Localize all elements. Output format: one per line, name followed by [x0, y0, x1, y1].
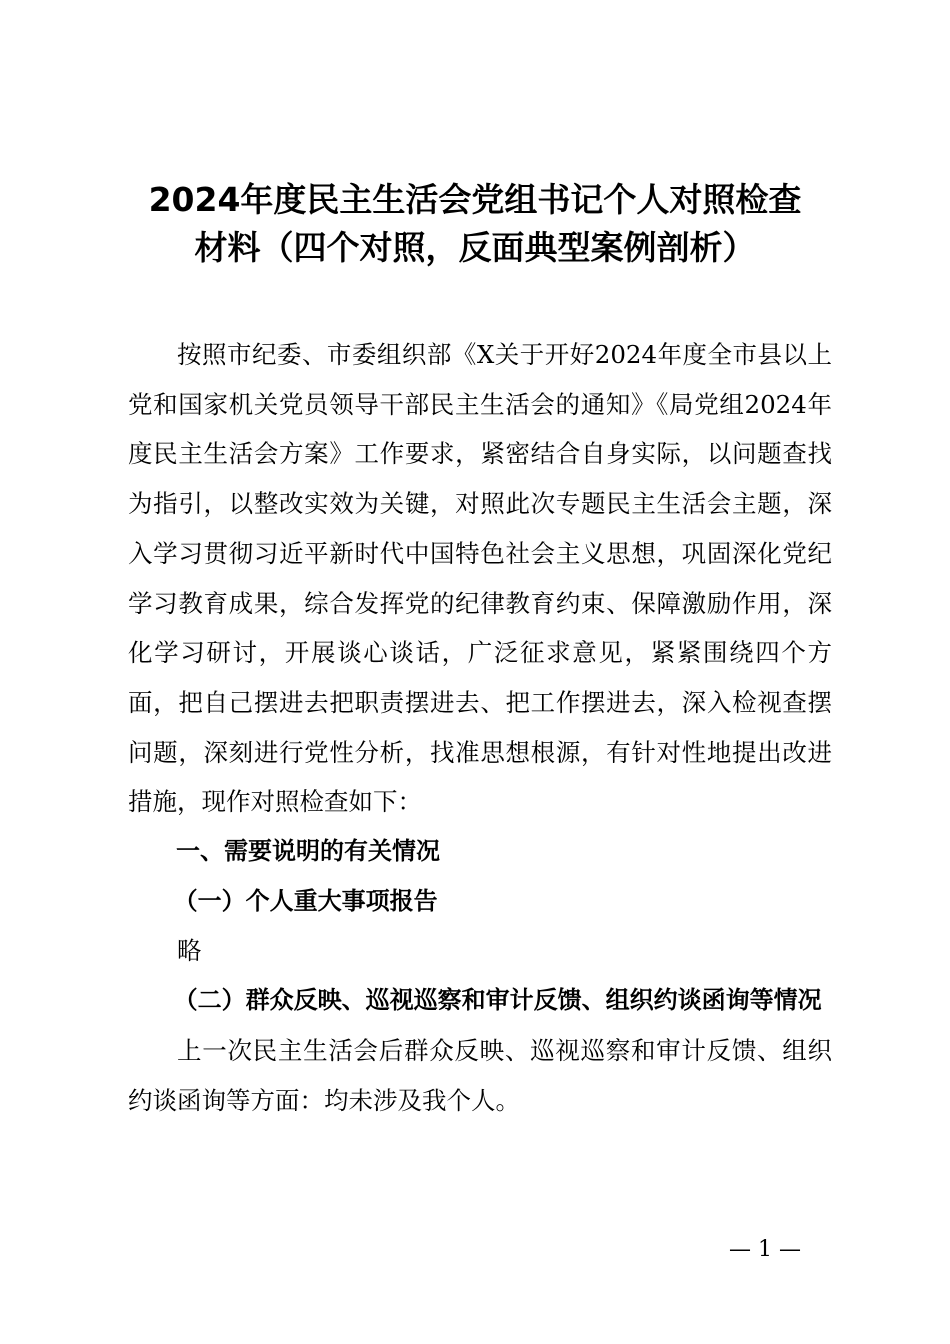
document-title — [100, 176, 850, 272]
section-heading-1: 一、需要说明的有关情况 — [176, 837, 440, 866]
document-body — [128, 330, 832, 1125]
title-line-1: 2024年度民主生活会党组书记个人对照检查 — [148, 180, 802, 219]
subsection-heading-1: （一）个人重大事项报告 — [173, 886, 438, 915]
subsection-body-2: 上一次民主生活会后群众反映、巡视巡察和审计反馈、组织约谈函询等方面：均未涉及我个人。 — [128, 1035, 832, 1115]
intro-paragraph: 按照市纪委、市委组织部《X关于开好2024年度全市县以上党和国家机关党员领导干部民主生活会的通知》《局党组2024年度民主生活会方案》工作要求，紧密结合自身实际，以问题查找为指引，以整改实效为关键，对照此次专题民主生活会主题，深入学习贯彻习近平新时代中国特色社会主义思想，巩固深化党纪学习教育成果，综合发挥党的纪律教育约束、保障激励作用，深化学习研讨，开展谈心谈话，广泛征求意见，紧紧围绕四个方面，把自己摆进去把职责摆进去、把工作摆进去，深入检视查摆问题，深刻进行党性分析，找准思想根源，有针对性地提出改进措施，现作对照检查如下： — [128, 340, 832, 817]
title-line-2: 材料（四个对照，反面典型案例剖析） — [194, 228, 756, 267]
page-number: — 1 — — [729, 1237, 801, 1262]
subsection-body-1: 略 — [177, 936, 202, 966]
subsection-heading-2: （二）群众反映、巡视巡察和审计反馈、组织约谈函询等情况 — [173, 986, 822, 1015]
